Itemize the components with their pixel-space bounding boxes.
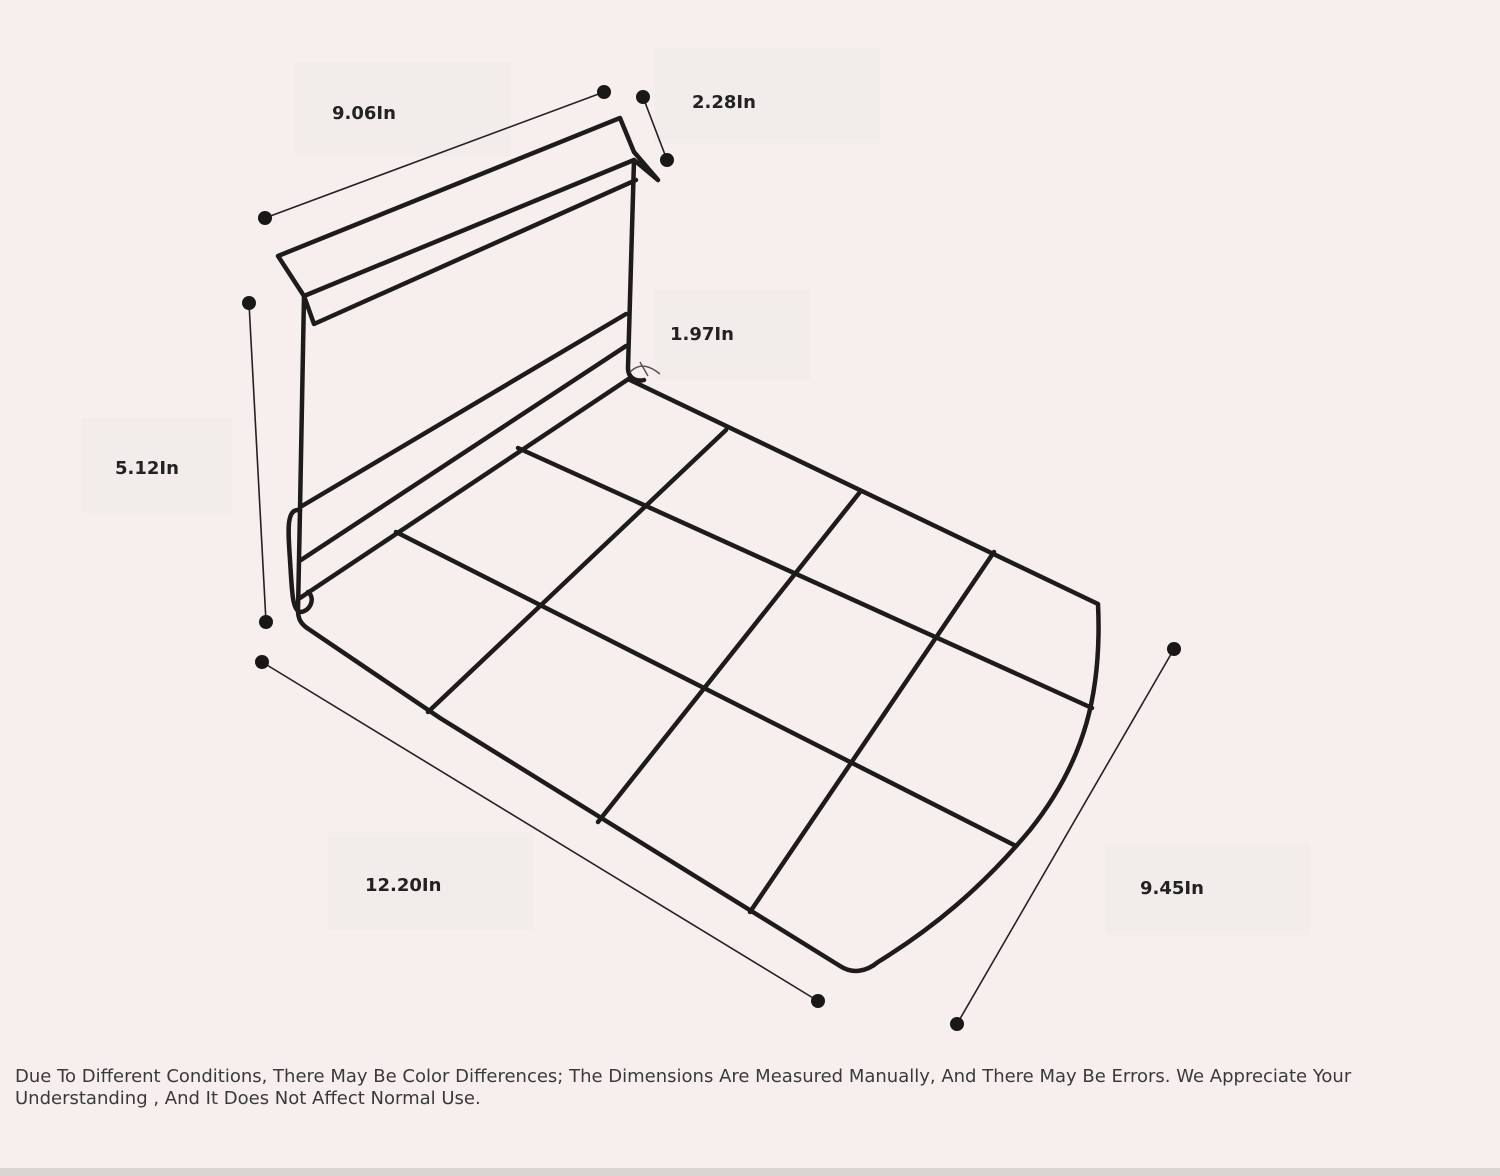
top-rail-lower-edge — [304, 180, 636, 324]
dim-label-length: 12.20In — [365, 875, 442, 896]
dim-label-depth-top: 2.28In — [692, 92, 756, 113]
disclaimer-caption: Due To Different Conditions, There May Be Color Differences; The Dimensions Are Measured Manually, And There May Be Errors. We Appreciate Your Understanding , And It Does Not Affect Normal Use. — [15, 1066, 1352, 1109]
dim-label-width-front: 9.45In — [1140, 878, 1204, 899]
dim-label-width-top: 9.06In — [332, 103, 396, 124]
grid-line-4 — [518, 448, 1092, 708]
back-panel-left-edge — [298, 296, 304, 610]
back-bar-lower — [301, 346, 626, 560]
dim-label-lip-height: 1.97In — [670, 324, 734, 345]
dim-label-back-height: 5.12In — [115, 458, 179, 479]
back-panel-right-edge — [628, 160, 644, 381]
bottom-band — [0, 1168, 1500, 1176]
label-backgrounds — [82, 48, 1310, 935]
grid-line-5 — [396, 532, 1016, 846]
